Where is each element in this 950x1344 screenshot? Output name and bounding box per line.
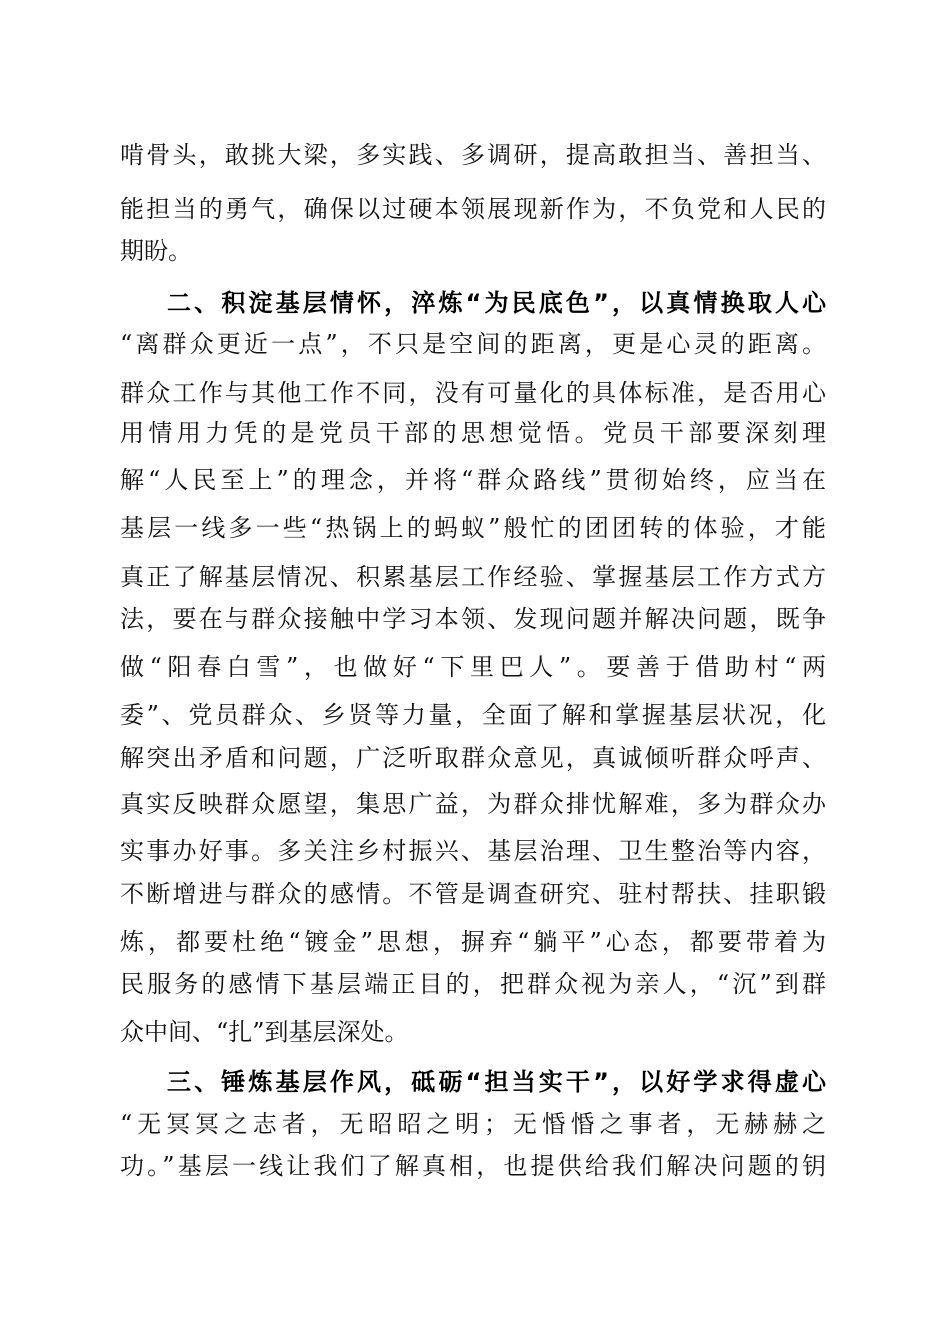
body-line: “无冥冥之志者，无昭昭之明；无惛惛之事者，无赫赫之: [120, 1110, 826, 1138]
body-line: 法，要在与群众接触中学习本领、发现问题并解决问题，既争: [120, 605, 826, 633]
body-line: 众中间、“扎”到基层深处。: [120, 1018, 409, 1046]
body-line: 期盼。: [120, 237, 192, 265]
section-heading-2: 二、积淀基层情怀，淬炼“为民底色”，以真情换取人心: [167, 289, 826, 317]
body-line: 实事办好事。多关注乡村振兴、基层治理、卫生整治等内容，: [120, 837, 826, 865]
body-line: 用情用力凭的是党员干部的思想觉悟。党员干部要深刻理: [120, 419, 826, 447]
body-line: 不断增进与群众的感情。不管是调查研究、驻村帮扶、挂职锻: [120, 880, 826, 908]
body-line: 群众工作与其他工作不同，没有可量化的具体标准，是否用心: [120, 379, 826, 407]
body-line: 解“人民至上”的理念，并将“群众路线”贯彻始终，应当在: [120, 466, 826, 494]
body-line: 委”、党员群众、乡贤等力量，全面了解和掌握基层状况，化: [120, 701, 826, 729]
body-line: 炼，都要杜绝“镀金”思想，摒弃“躺平”心态，都要带着为: [120, 928, 826, 956]
body-line: 真正了解基层情况、积累基层工作经验、掌握基层工作方式方: [120, 563, 826, 591]
body-line: 民服务的感情下基层端正目的，把群众视为亲人，“沉”到群: [120, 970, 826, 998]
body-line: 解突出矛盾和问题，广泛听取群众意见，真诚倾听群众呼声、: [120, 744, 826, 772]
body-line: 做“阳春白雪”，也做好“下里巴人”。要善于借助村“两: [120, 653, 826, 681]
body-line: “离群众更近一点”，不只是空间的距离，更是心灵的距离。: [120, 330, 826, 358]
body-line: 基层一线多一些“热锅上的蚂蚁”般忙的团团转的体验，才能: [120, 514, 826, 542]
body-line: 啃骨头，敢挑大梁，多实践、多调研，提高敢担当、善担当、: [120, 141, 826, 169]
body-line: 能担当的勇气，确保以过硬本领展现新作为，不负党和人民的: [120, 195, 826, 223]
body-line: 功。”基层一线让我们了解真相，也提供给我们解决问题的钥: [120, 1152, 826, 1180]
section-heading-3: 三、锤炼基层作风，砥砺“担当实干”，以好学求得虚心: [167, 1068, 826, 1096]
body-line: 真实反映群众愿望，集思广益，为群众排忧解难，多为群众办: [120, 790, 826, 818]
